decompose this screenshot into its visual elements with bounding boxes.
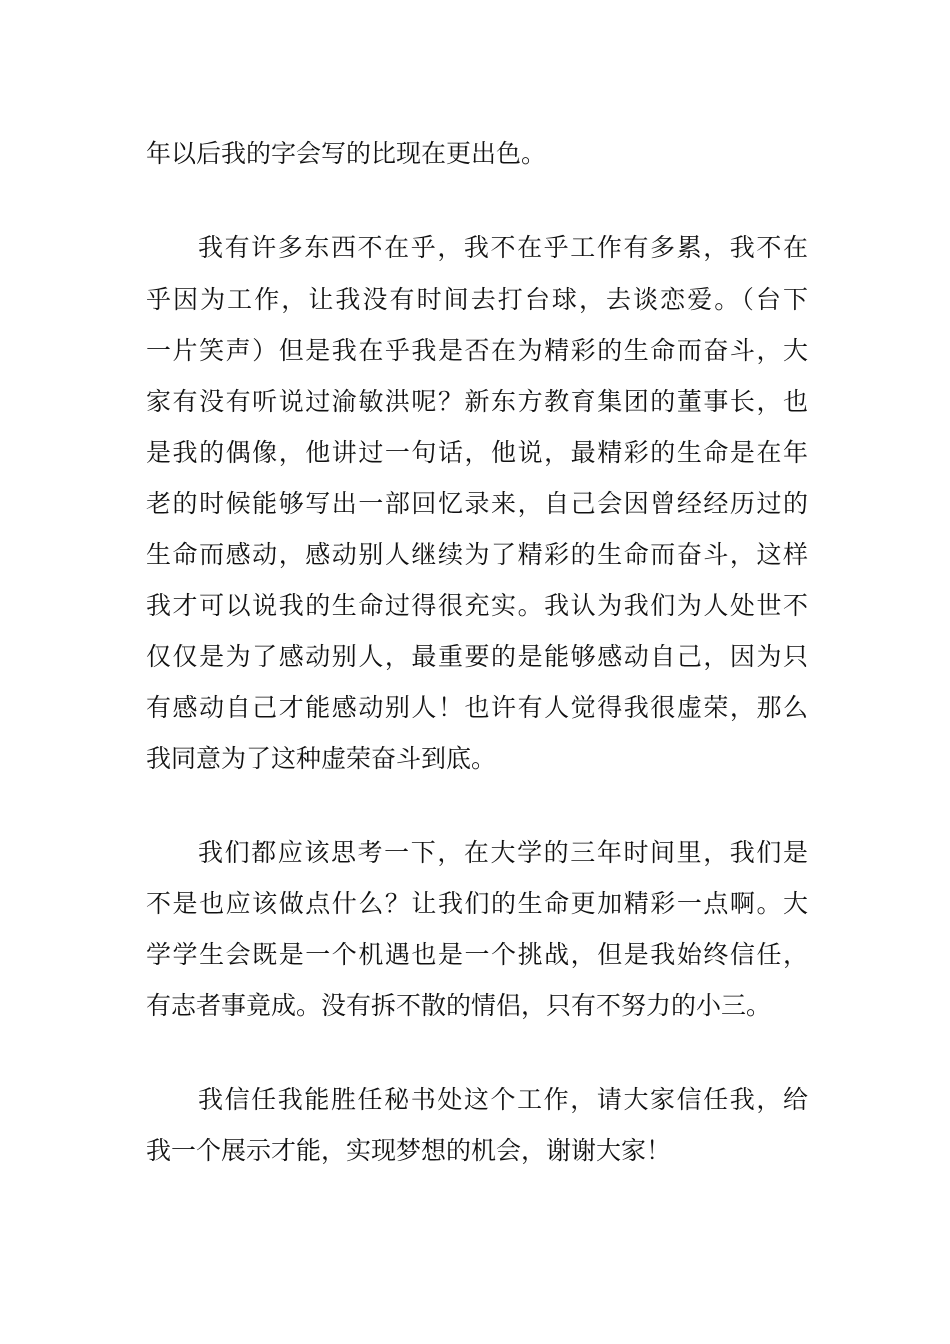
text-line: 我才可以说我的生命过得很充实。我认为我们为人处世不 (146, 591, 808, 620)
text-line: 我同意为了这种虚荣奋斗到底。 (146, 744, 497, 773)
text-line: 家有没有听说过渝敏洪呢？新东方教育集团的董事长，也 (146, 387, 808, 416)
text-line: 年以后我的字会写的比现在更出色。 (146, 139, 547, 168)
text-line: 是我的偶像，他讲过一句话，他说，最精彩的生命是在年 (146, 438, 808, 467)
paragraph-first-line: 我有许多东西不在乎，我不在乎工作有多累，我不在 (198, 233, 808, 262)
text-line: 不是也应该做点什么？让我们的生命更加精彩一点啊。大 (146, 889, 808, 918)
text-line: 乎因为工作，让我没有时间去打台球，去谈恋爱。（台下 (146, 285, 808, 314)
text-line: 生命而感动，感动别人继续为了精彩的生命而奋斗，这样 (146, 540, 808, 569)
text-line: 有志者事竟成。没有拆不散的情侣，只有不努力的小三。 (146, 991, 772, 1020)
text-line: 我一个展示才能，实现梦想的机会，谢谢大家！ (146, 1136, 672, 1165)
text-line: 一片笑声）但是我在乎我是否在为精彩的生命而奋斗，大 (146, 336, 808, 365)
text-line: 有感动自己才能感动别人！也许有人觉得我很虚荣，那么 (146, 693, 808, 722)
text-line: 老的时候能够写出一部回忆录来，自己会因曾经经历过的 (146, 489, 808, 518)
paragraph-first-line: 我们都应该思考一下，在大学的三年时间里，我们是 (198, 838, 808, 867)
text-line: 学学生会既是一个机遇也是一个挑战，但是我始终信任， (146, 940, 808, 969)
paragraph-first-line: 我信任我能胜任秘书处这个工作，请大家信任我，给 (198, 1085, 808, 1114)
text-line: 仅仅是为了感动别人，最重要的是能够感动自己，因为只 (146, 642, 808, 671)
